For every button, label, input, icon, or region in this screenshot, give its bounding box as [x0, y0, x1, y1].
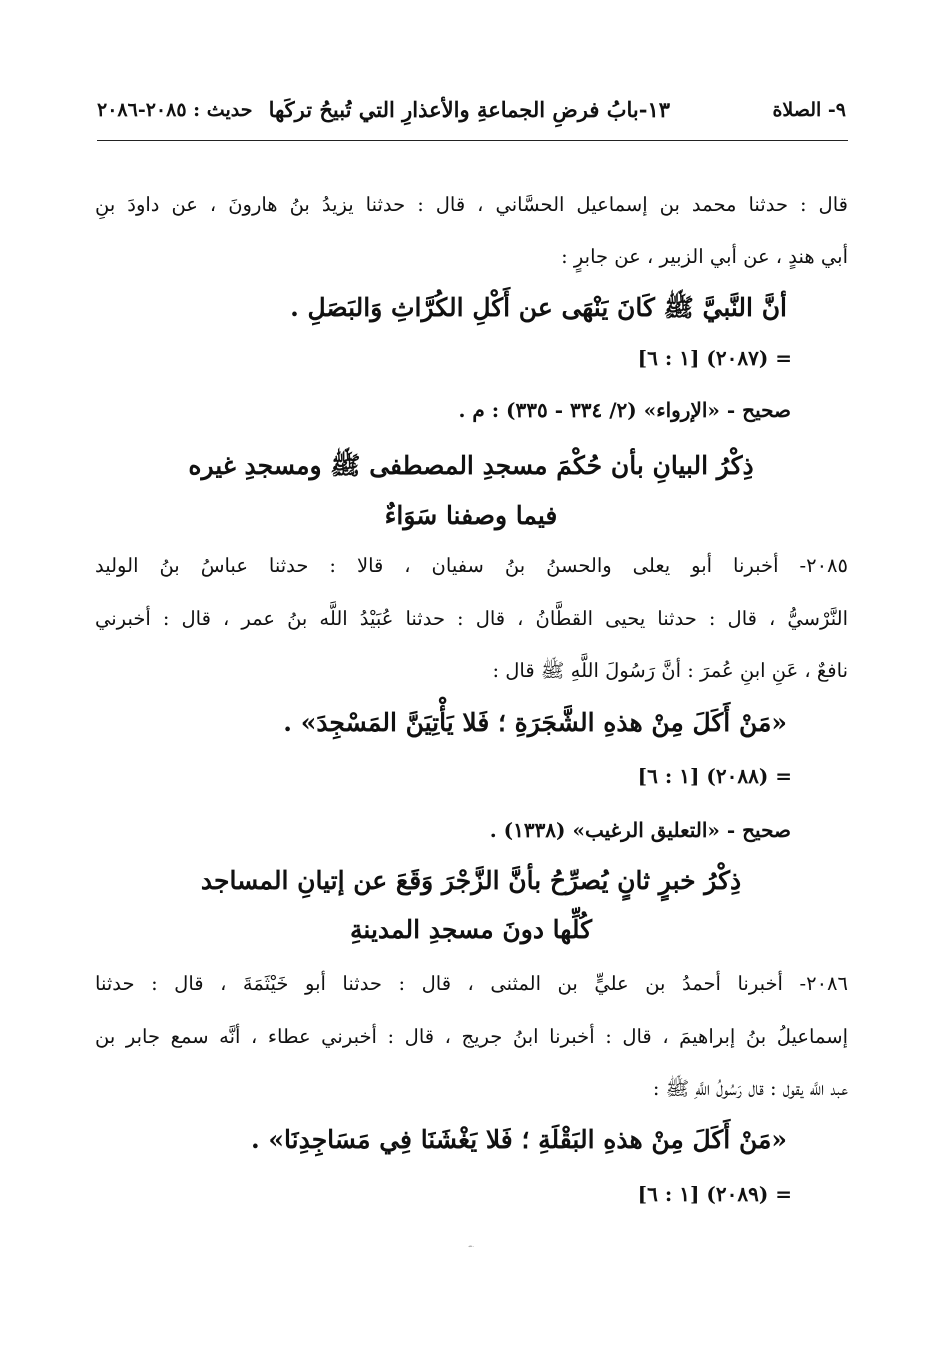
- block2-isnad-line2: النَّرْسيُّ ، قال : حدثنا يحيى القطَّانُ ، قال : حدثنا عُبَيْدُ اللَّه بنُ عمر ، قال : أخبرني: [95, 607, 848, 630]
- block2-isnad-line1: ٢٠٨٥- أخبرنا أبو يعلى والحسنُ بنُ سفيان ، قالا : حدثنا عباسُ بنُ الوليد: [95, 554, 848, 577]
- heading1-line2: فيما وصفنا سَوَاءٌ: [384, 501, 558, 530]
- block2-reference: = (٢٠٨٨) [١ : ٦]: [637, 764, 792, 788]
- block1-isnad-line1: قال : حدثنا محمد بن إسماعيل الحسَّاني ، قال : حدثنا يزيدُ بنُ هارونَ ، عن داودَ بنِ: [95, 193, 848, 216]
- block3-isnad-line2: إسماعيلُ بنُ إبراهيمَ ، قال : أخبرنا ابنُ جريج ، قال : أخبرني عطاء ، أنَّه سمع جابر بن: [95, 1025, 848, 1048]
- heading2-line2: كُلِّها دونَ مسجدِ المدينةِ: [350, 915, 592, 944]
- block1-hadith-text: أنَّ النَّبيَّ ﷺ كَانَ يَنْهَى عن أَكْلِ الكُرَّاثِ وَالبَصَلِ .: [290, 293, 787, 322]
- header-rule: [97, 140, 848, 141]
- header-chapter: ١٣-بابُ فرضِ الجماعةِ والأعذارِ التي تُبيحُ تركَها: [268, 97, 670, 122]
- block1-reference: = (٢٠٨٧) [١ : ٦]: [637, 346, 792, 370]
- block3-hadith-text: «مَنْ أَكَلَ مِنْ هذهِ البَقْلَةِ ؛ فَلا يَغْشَنَا فِي مَسَاجِدِنَا» .: [251, 1125, 787, 1154]
- page-number: - ٤٧٠ -: [467, 1246, 475, 1248]
- block2-grade: صحيح - «التعليق الرغيب» (١٣٣٨) .: [489, 818, 791, 842]
- block3-reference: = (٢٠٨٩) [١ : ٦]: [637, 1182, 792, 1206]
- block2-isnad-line3: نافعٌ ، عَنِ ابنِ عُمرَ : أنَّ رَسُولَ اللَّهِ ﷺ قال :: [492, 659, 848, 682]
- heading1-line1: ذِكْرُ البيانِ بأن حُكْمَ مسجدِ المصطفى ﷺ ومسجدِ غيره: [188, 451, 754, 480]
- block3-isnad-line1: ٢٠٨٦- أخبرنا أحمدُ بن عليٍّ بن المثنى ، قال : حدثنا أبو خَيْثَمَةَ ، قال : حدثنا: [95, 972, 848, 995]
- header-book: ٩- الصلاة: [772, 99, 846, 121]
- block3-isnad-line3: عبد اللَّه يقول : قال رَسُولُ اللَّهِ ﷺ :: [652, 1077, 848, 1100]
- block1-isnad-line2: أبي هندٍ ، عن أبي الزبير ، عن جابرٍ :: [561, 245, 848, 268]
- heading2-line1: ذِكْرُ خبرٍ ثانٍ يُصرِّحُ بأنَّ الزَّجْرَ وَقَعَ عن إتيانِ المساجد: [200, 866, 742, 895]
- header-hadith-range: حديث : ٢٠٨٥-٢٠٨٦: [97, 99, 253, 121]
- block1-grade: صحيح - «الإرواء» (٢/ ٣٣٤ - ٣٣٥) : م .: [458, 398, 791, 422]
- block2-hadith-text: «مَنْ أَكَلَ مِنْ هذهِ الشَّجَرَةِ ؛ فَلا يَأْتِيَنَّ المَسْجِدَ» .: [283, 708, 787, 737]
